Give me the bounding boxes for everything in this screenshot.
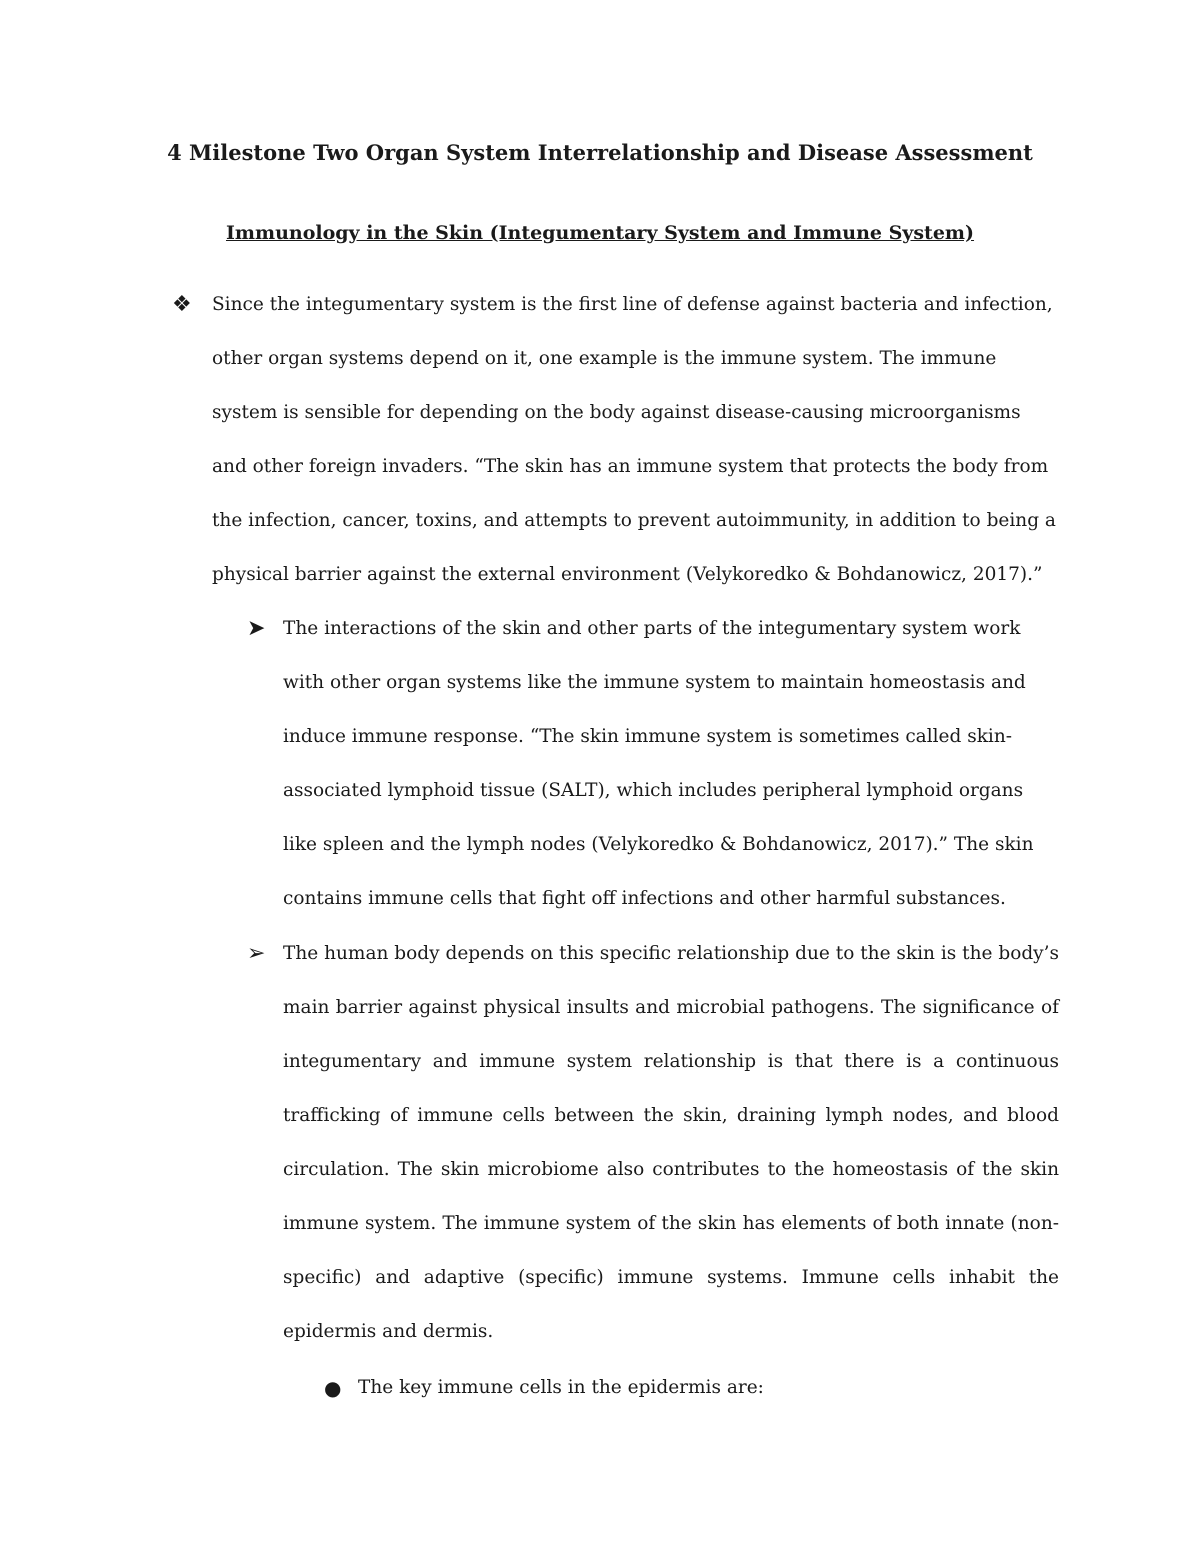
bullet-paragraph-1 — [212, 278, 1060, 602]
bullet-paragraph-2 — [283, 602, 1059, 926]
paragraph-text: Since the integumentary system is the first line of defense against bacteria and infection, other organ systems depend on it, one example is the immune system. The immune system is sensible for depending on the body against disease-causing microorganisms and other foreign invaders. “The skin has an immune system that protects the body from the infection, cancer, toxins, and attempts to prevent autoimmunity, in addition to being a physical barrier against the external environment (Velykoredko & Bohdanowicz, 2017).” — [212, 294, 1056, 585]
arrow-outline-bullet-icon: ➢ — [247, 941, 266, 966]
arrow-bullet-icon: ➤ — [247, 616, 266, 641]
paragraph-text: The interactions of the skin and other parts of the integumentary system work with other organ systems like the immune system to maintain homeostasis and induce immune response. “The skin immune system is sometimes called skin-associated lymphoid tissue (SALT), which includes peripheral lymphoid organs like spleen and the lymph nodes (Velykoredko & Bohdanowicz, 2017).” The skin contains immune cells that fight off infections and other harmful substances. — [283, 618, 1034, 909]
bullet-paragraph-4 — [358, 1361, 1058, 1415]
dot-bullet-icon: ● — [324, 1376, 342, 1400]
bullet-paragraph-3 — [283, 927, 1059, 1359]
section-heading: Immunology in the Skin (Integumentary System and Immune System) — [225, 222, 975, 244]
paragraph-text: The human body depends on this specific relationship due to the skin is the body’s main barrier against physical insults and microbial pathogens. The significance of integumentary and immune system relationship is that there is a continuous trafficking of immune cells between the skin, draining lymph nodes, and blood circulation. The skin microbiome also contributes to the homeostasis of the skin immune system. The immune system of the skin has elements of both innate (non-specific) and adaptive (specific) immune systems. Immune cells inhabit the epidermis and dermis. — [283, 943, 1059, 1342]
document-title: 4 Milestone Two Organ System Interrelationship and Disease Assessment — [167, 140, 1033, 165]
paragraph-text: The key immune cells in the epidermis are: — [358, 1377, 764, 1398]
diamond-bullet-icon: ❖ — [172, 292, 192, 317]
